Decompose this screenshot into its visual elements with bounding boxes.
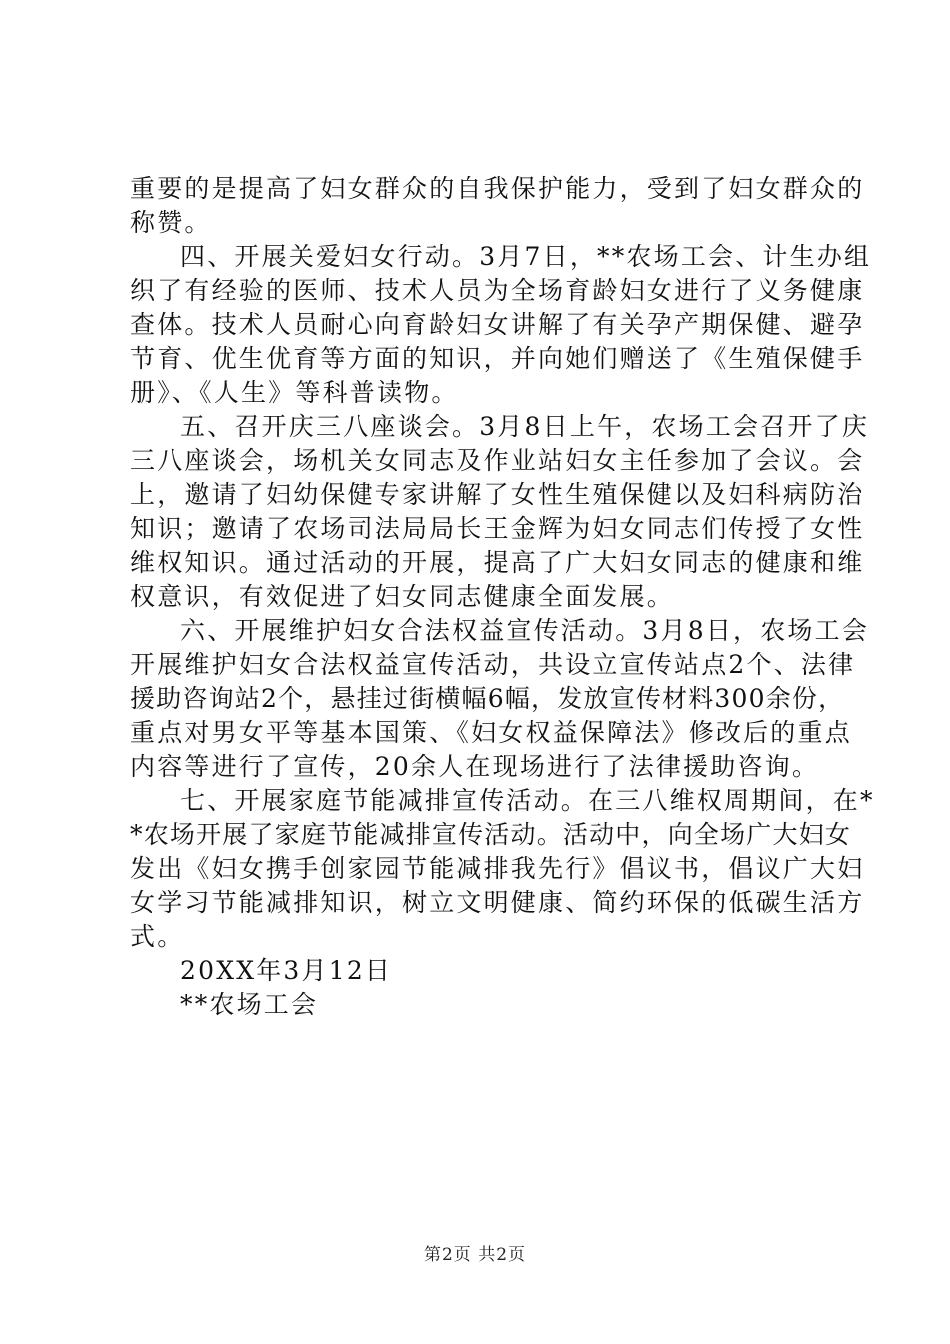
body-text-line: 称赞。 bbox=[130, 208, 212, 237]
body-text-line: 权意识，有效促进了妇女同志健康全面发展。 bbox=[130, 582, 675, 611]
body-text-line: 援助咨询站2个，悬挂过街横幅6幅，发放宣传材料300余份， bbox=[130, 684, 845, 713]
body-text-line: 三八座谈会，场机关女同志及作业站妇女主任参加了会议。会 bbox=[130, 446, 865, 475]
body-text-line: 20XX年3月12日 bbox=[180, 956, 393, 985]
body-text-line: 册》、《人生》等科普读物。 bbox=[130, 378, 459, 407]
body-text-line: *农场开展了家庭节能减排宣传活动。活动中，向全场广大妇女 bbox=[130, 820, 852, 849]
body-text-line: 六、开展维护妇女合法权益宣传活动。3月8日，农场工会 bbox=[180, 616, 870, 645]
body-text-line: 织了有经验的医师、技术人员为全场育龄妇女进行了义务健康 bbox=[130, 276, 865, 305]
body-text-line: 五、召开庆三八座谈会。3月8日上午，农场工会召开了庆 bbox=[180, 412, 870, 441]
body-text-line: 七、开展家庭节能减排宣传活动。在三八维权周期间，在* bbox=[180, 786, 875, 815]
body-text-line: 内容等进行了宣传，20余人在现场进行了法律援助咨询。 bbox=[130, 752, 820, 781]
body-text-line: 知识；邀请了农场司法局局长王金辉为妇女同志们传授了女性 bbox=[130, 514, 865, 543]
page-footer: 第2页 共2页 bbox=[423, 1245, 527, 1265]
body-text-line: 维权知识。通过活动的开展，提高了广大妇女同志的健康和维 bbox=[130, 548, 865, 577]
body-text-line: 四、开展关爱妇女行动。3月7日，**农场工会、计生办组 bbox=[180, 242, 872, 271]
document-body bbox=[130, 172, 875, 1022]
body-text-line: 式。 bbox=[130, 922, 185, 951]
body-text-line: 女学习节能减排知识，树立文明健康、简约环保的低碳生活方 bbox=[130, 888, 865, 917]
body-text-line: 节育、优生优育等方面的知识，并向她们赠送了《生殖保健手 bbox=[130, 344, 865, 373]
body-text-line: 开展维护妇女合法权益宣传活动，共设立宣传站点2个、法律 bbox=[130, 650, 856, 679]
body-text-line: 上，邀请了妇幼保健专家讲解了女性生殖保健以及妇科病防治 bbox=[130, 480, 865, 509]
body-text-line: 发出《妇女携手创家园节能减排我先行》倡议书，倡议广大妇 bbox=[130, 854, 865, 883]
body-text-line: **农场工会 bbox=[180, 990, 319, 1019]
body-text-line: 重要的是提高了妇女群众的自我保护能力，受到了妇女群众的 bbox=[130, 174, 865, 203]
body-text-line: 查体。技术人员耐心向育龄妇女讲解了有关孕产期保健、避孕 bbox=[130, 310, 865, 339]
body-text-line: 重点对男女平等基本国策、《妇女权益保障法》修改后的重点 bbox=[130, 718, 852, 747]
